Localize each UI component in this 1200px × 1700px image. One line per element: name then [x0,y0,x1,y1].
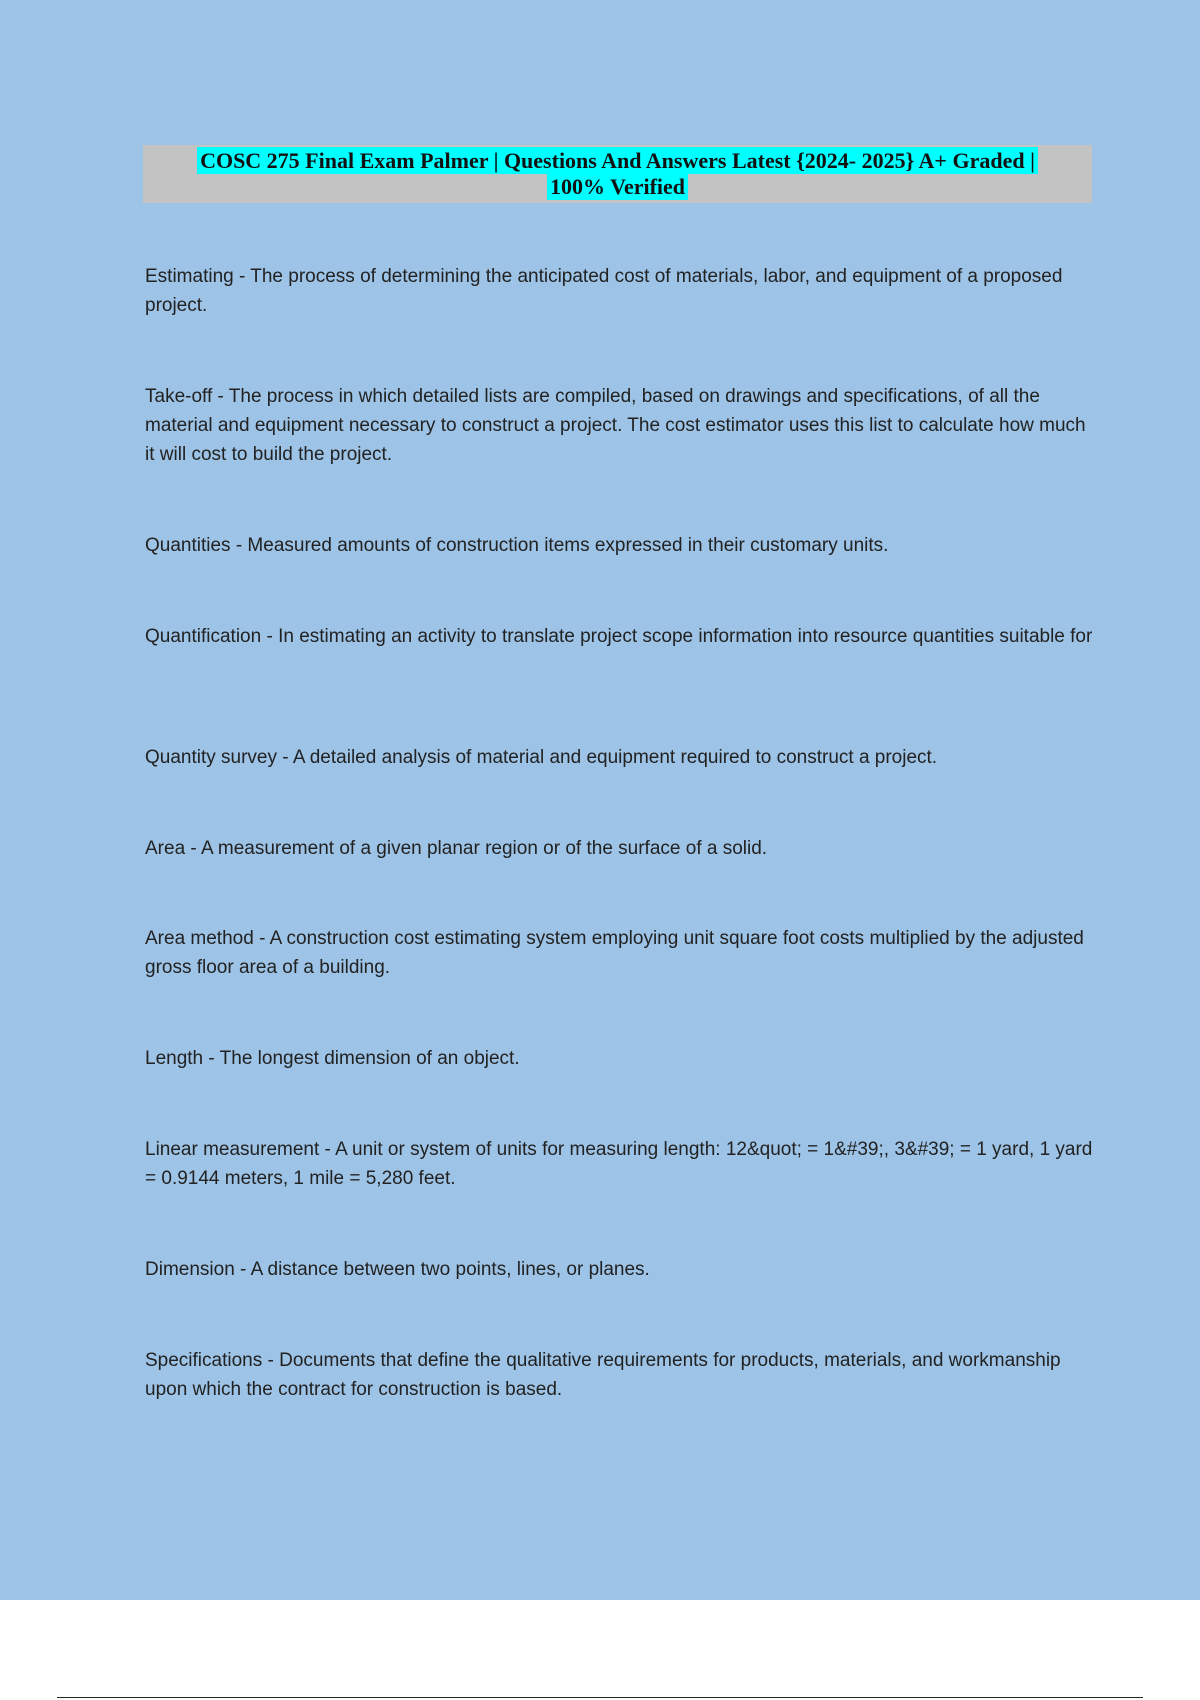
definition-quantity-survey: Quantity survey - A detailed analysis of material and equipment required to construct a project. [145,747,938,768]
title-line-1: COSC 275 Final Exam Palmer | Questions And Answers Latest {2024- 2025} A+ Graded | [197,147,1038,174]
definition-dimension: Dimension - A distance between two points, lines, or planes. [145,1259,650,1280]
definition-take-off: Take-off - The process in which detailed lists are compiled, based on drawings and specifications, of all the material and equipment necessary to construct a project. The cost estimator uses this list to calculate how much it will cost to build the project. [145,386,1086,465]
definition-specifications: Specifications - Documents that define the qualitative requirements for products, materials, and workmanship upon which the contract for construction is based. [145,1350,1061,1400]
document-title [143,145,1092,203]
footer-divider [57,1697,1143,1698]
definition-area-method: Area method - A construction cost estimating system employing unit square foot costs multiplied by the adjusted gross floor area of a building. [145,928,1084,978]
title-line-2: 100% Verified [547,173,688,200]
definition-length: Length - The longest dimension of an object. [145,1048,520,1069]
definition-quantities: Quantities - Measured amounts of construction items expressed in their customary units. [145,535,889,556]
definition-estimating: Estimating - The process of determining the anticipated cost of materials, labor, and equipment of a proposed project. [145,266,1063,316]
definition-quantification: Quantification - In estimating an activity to translate project scope information into resource quantities suitable for [145,626,1093,647]
definition-linear-measurement: Linear measurement - A unit or system of units for measuring length: 12&quot; = 1&#39;, 3&#39; = 1 yard, 1 yard = 0.9144 meters, 1 mile = 5,280 feet. [145,1139,1093,1189]
definition-area: Area - A measurement of a given planar region or of the surface of a solid. [145,838,768,859]
